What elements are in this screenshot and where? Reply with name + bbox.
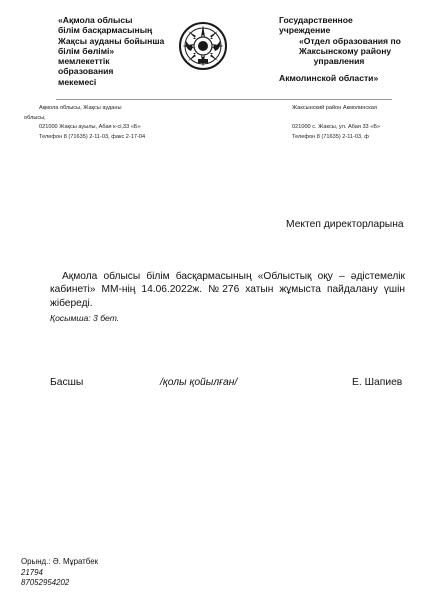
letter-body: Ақмола облысы білім басқармасының «Облыстық оқу – әдістемелік кабинеті» ММ-нің 14.06.2022ж. №276 хатын жұмыста пайдалану үшін жібереді.: [50, 271, 405, 309]
header-left-line: образования: [58, 66, 114, 77]
header-divider: [56, 99, 392, 100]
executor-code: 21794: [21, 567, 43, 577]
state-emblem-icon: [178, 21, 228, 71]
header-right-line: Акмолинской области»: [279, 73, 379, 84]
header-right-line: управления: [313, 56, 365, 67]
header-left-line: білім бөлімі»: [58, 45, 115, 56]
signer-name: Е. Шапиев: [352, 377, 403, 388]
header-right-line: «Отдел образования по: [299, 35, 401, 46]
address-right: [292, 104, 380, 142]
header-left-org-name: [58, 15, 164, 87]
address-left-line: облысы,: [24, 114, 46, 121]
address-left-line: Ақмола облысы, Жақсы ауданы: [39, 105, 122, 111]
address-left: [24, 104, 145, 142]
executor-phone: 87052954202: [21, 578, 70, 588]
header-right-org-name: [279, 15, 401, 84]
header-left-line: Жақсы ауданы бойынша: [58, 35, 165, 46]
header-left-line: мекемесі: [58, 76, 97, 87]
address-left-line: Телефон 8 (71635) 2-11-03, факс 2-17-04: [39, 133, 146, 140]
attachment-note: Қосымша: 3 бет.: [50, 313, 120, 323]
address-left-line: 021000 Жақсы ауылы, Абая к-сі,33 «Б»: [39, 124, 141, 130]
signature-note: /қолы қойылған/: [160, 377, 238, 388]
executor-name: Орынд.: Ә. Мұратбек: [21, 557, 99, 566]
header-right-line: Жаксынскому району: [299, 45, 392, 56]
header-right-line: Государственное: [279, 15, 353, 25]
address-right-line: Телефон 8 (71635) 2-11-03, ф: [292, 133, 369, 140]
header-left-line: «Ақмола облысы: [58, 15, 133, 25]
address-right-line: 021000 с. Жаксы, ул. Абая 33 «Б»: [292, 124, 381, 130]
address-right-line: Жаксынский район Акмолинская: [292, 105, 377, 111]
recipient: Мектеп директорларына: [286, 219, 404, 230]
header-left-line: мемлекеттік: [58, 56, 110, 67]
signer-title: Басшы: [50, 377, 84, 388]
executor-info: [21, 557, 98, 589]
header-right-line: учреждение: [279, 25, 331, 36]
header-left-line: білім басқармасының: [58, 25, 153, 36]
